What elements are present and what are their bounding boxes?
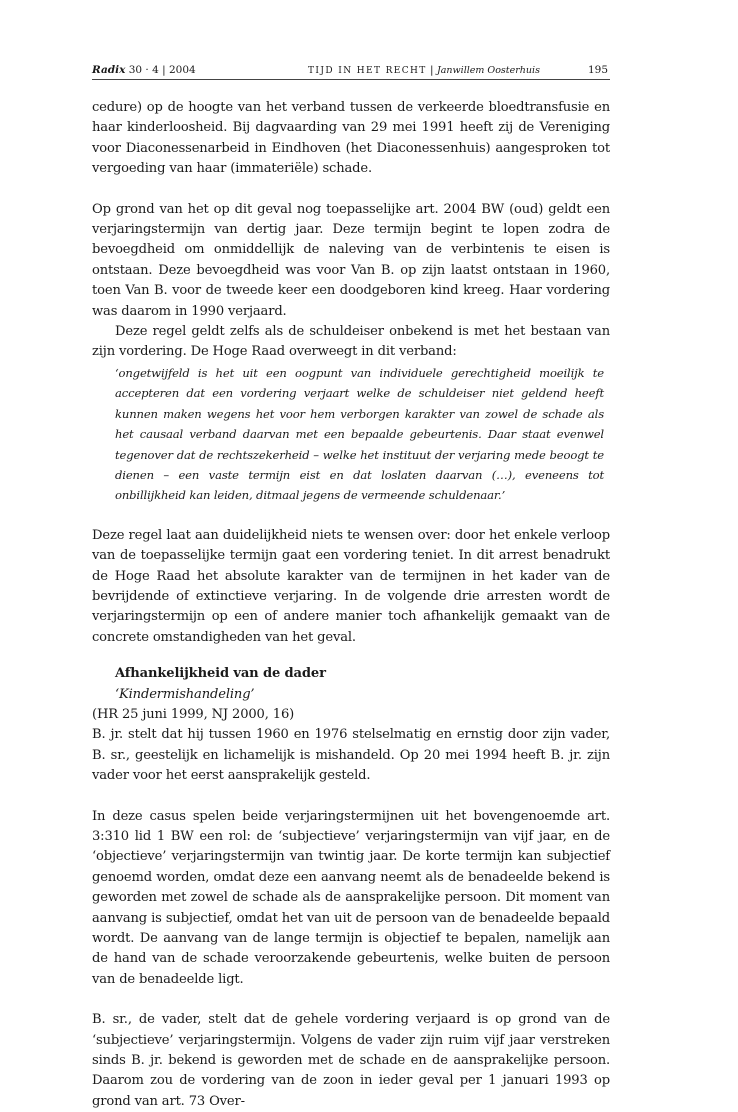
section-heading: Afhankelijkheid van de dader xyxy=(115,666,326,682)
header-section xyxy=(308,63,540,78)
page-number: 195 xyxy=(587,64,608,76)
paragraph: cedure) op de hoogte van het verband tussen de verkeerde bloedtransfusie en haar kinderloosheid. Bij dagvaarding van 29 mei 1991 heeft zij de Vereniging voor Diaconessenarbeid in Eindhoven (het Diaconessenhuis) aangesproken tot vergoeding van haar (immateriële) schade. xyxy=(92,100,610,177)
paragraph: B. sr., de vader, stelt dat de gehele vordering verjaard is op grond van de ‘subjectieve’ verjaringstermijn. Volgens de vader zijn ruim vijf jaar verstreken sinds B. jr. bekend is geworden met de schade en de aansprakelijke persoon. Daarom zou de vordering van de zoon in ieder geval per 1 januari 1993 op grond van art. 73 Over- xyxy=(92,1012,610,1109)
article-author: Janwillem Oosterhuis xyxy=(436,65,540,76)
section-rubric: TIJD IN HET RECHT xyxy=(308,66,427,76)
case-title: ‘Kindermishandeling’ xyxy=(115,686,255,702)
case-reference: (HR 25 juni 1999, NJ 2000, 16) xyxy=(92,706,295,722)
running-header xyxy=(92,63,610,79)
paragraph: Op grond van het op dit geval nog toepasselijke art. 2004 BW (oud) geldt een verjaringstermijn van dertig jaar. Deze termijn begint te lopen zodra de bevoegdheid om onmiddellijk de naleving van de verbintenis te eisen is ontstaan. Deze bevoegdheid was voor Van B. op zijn laatst ontstaan in 1960, toen Van B. voor de tweede keer een doodgeboren kind kreeg. Haar vordering was daarom in 1990 verjaard. xyxy=(92,201,610,319)
header-separator: | xyxy=(430,64,434,76)
journal-name: Radix xyxy=(92,64,126,76)
header-rule xyxy=(92,79,610,80)
article-body xyxy=(92,98,610,1112)
paragraph: B. jr. stelt dat hij tussen 1960 en 1976 stelselmatig en ernstig door zijn vader, B. sr., geestelijk en lichamelijk is mishandeld. Op 20 mei 1994 heeft B. jr. zijn vader voor het eerst aansprakelijk gesteld. xyxy=(92,727,610,784)
block-quote: ‘ongetwijfeld is het uit een oogpunt van individuele gerechtigheid moeilijk te accepteren dat een vordering verjaart welke de schuldeiser niet geldend heeft kunnen maken wegens het voor hem verborgen karakter van zowel de schade als het causaal verband daarvan met een bepaalde gebeurtenis. Daar staat evenwel tegenover dat de rechtszekerheid – welke het instituut der verjaring mede beoogt te dienen – een vaste termijn eist en dat loslaten daarvan (…), eveneens tot onbillijkheid kan leiden, ditmaal jegens de vermeende schuldenaar.’ xyxy=(115,365,604,503)
header-journal xyxy=(92,63,196,77)
paragraph: In deze casus spelen beide verjaringstermijnen uit het bovengenoemde art. 3:310 lid 1 BW een rol: de ‘subjectieve’ verjaringstermijn van vijf jaar, en de ‘objectieve’ verjaringstermijn van twintig jaar. De korte termijn kan subjectief genoemd worden, omdat deze een aanvang neemt als de benadeelde bekend is geworden met zowel de schade als de aansprakelijke persoon. Dit moment van aanvang is subjectief, omdat het van uit de persoon van de benadeelde bepaald wordt. De aanvang van de lange termijn is objectief te bepalen, namelijk aan de hand van de schade veroorzakende gebeurtenis, welke buiten de persoon van de benadeelde ligt. xyxy=(92,808,610,987)
paragraph: Deze regel geldt zelfs als de schuldeiser onbekend is met het bestaan van zijn vordering. De Hoge Raad overweegt in dit verband: xyxy=(92,324,610,360)
paragraph: Deze regel laat aan duidelijkheid niets te wensen over: door het enkele verloop van de toepasselijke termijn gaat een vordering teniet. In dit arrest benadrukt de Hoge Raad het absolute karakter van de termijnen in het kader van de bevrijdende of extinctieve verjaring. In de volgende drie arresten wordt de verjaringstermijn op een of andere manier toch afhankelijk gemaakt van de concrete omstandigheden van het geval. xyxy=(92,527,610,645)
volume-issue: 30 · 4 | 2004 xyxy=(128,64,196,76)
